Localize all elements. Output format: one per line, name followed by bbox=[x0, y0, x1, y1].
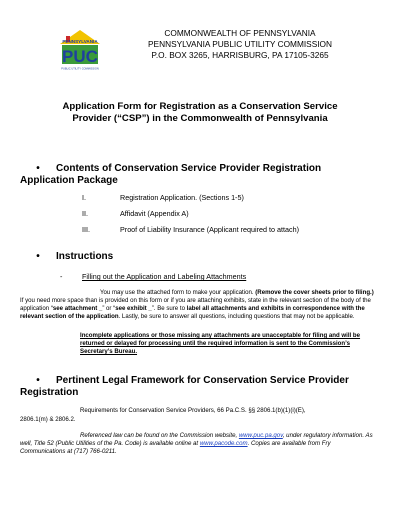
pacode-website-link[interactable]: www.pacode.com bbox=[199, 440, 248, 447]
subheading-text: Filling out the Application and Labeling Attachments bbox=[82, 272, 247, 281]
bullet: • bbox=[36, 163, 40, 174]
logo-letters: PUC bbox=[62, 47, 98, 66]
puc-website-link[interactable]: www.puc.pa.gov bbox=[238, 432, 283, 439]
logo-top-text: PENNSYLVANIA bbox=[62, 39, 98, 44]
subheading-filling-out bbox=[60, 272, 380, 281]
bullet: • bbox=[36, 375, 40, 386]
section-instructions-heading bbox=[20, 251, 380, 263]
requirements-line-1: Requirements for Conservation Service Providers, 66 Pa.C.S. §§ 2806.1(b)(1)(i)(E), bbox=[80, 407, 306, 414]
section-contents-heading-line-1: Contents of Conservation Service Provider Registration bbox=[56, 163, 322, 174]
document-title-line-2: Provider (“CSP”) in the Commonwealth of Pennsylvania bbox=[72, 113, 328, 124]
list-item-text: Registration Application. (Sections 1-5) bbox=[120, 193, 244, 202]
section-legal-heading-line-1: Pertinent Legal Framework for Conservation Service Provider bbox=[56, 375, 349, 386]
list-item-number: III. bbox=[82, 225, 90, 234]
section-legal-framework-heading bbox=[20, 375, 380, 387]
list-item bbox=[82, 225, 382, 234]
section-instructions-heading-text: Instructions bbox=[56, 251, 114, 262]
bullet: • bbox=[36, 251, 40, 262]
section-legal-heading-line-2: Registration bbox=[20, 387, 79, 398]
section-contents-heading bbox=[20, 163, 380, 175]
warning-notice: Incomplete applications or those missing any attachments are unacceptable for filing and will be returned or delayed for processing until the required information is sent to the Commission’s Secretary’s Bureau. bbox=[80, 332, 361, 355]
header-line-1: COMMONWEALTH OF PENNSYLVANIA bbox=[164, 28, 316, 38]
list-item-number: II. bbox=[82, 209, 88, 218]
list-item bbox=[82, 209, 382, 218]
dash-bullet: - bbox=[60, 272, 63, 281]
document-title-line-1: Application Form for Registration as a Conservation Service bbox=[62, 101, 338, 112]
list-item bbox=[82, 193, 382, 202]
instructions-paragraph: You may use the attached form to make your application. (Remove the cover sheets prior to filing.) If you need more space than is provided on this form or if you are attaching exhibits, state in the relevant section of the body of the application “see attachment _” or “see exhibit _”. Be sure to label all attachments and exhibits in correspondence with the relevant section of the application. Lastly, be sure to answer all questions, including questions that may not be applicable. bbox=[20, 289, 374, 320]
reference-paragraph: Referenced law can be found on the Commission website, www.puc.pa.gov, under regulatory information. As well, Title 52 (Public Utilities of the Pa. Code) is available online at www.pacode.com. Copies are available from Fry Communications at (717) 766-0211. bbox=[20, 432, 373, 455]
list-item-number: I. bbox=[82, 193, 86, 202]
header-line-2: PENNSYLVANIA PUBLIC UTILITY COMMISSION bbox=[148, 39, 332, 49]
list-item-text: Proof of Liability Insurance (Applicant required to attach) bbox=[120, 225, 299, 234]
section-contents-heading-line-2: Application Package bbox=[20, 175, 118, 186]
logo-bottom-text: PUBLIC UTILITY COMMISSION bbox=[61, 67, 99, 71]
puc-logo bbox=[56, 28, 104, 72]
header-line-3: P.O. BOX 3265, HARRISBURG, PA 17105-3265 bbox=[151, 50, 329, 60]
list-item-text: Affidavit (Appendix A) bbox=[120, 209, 189, 218]
requirements-line-2: 2806.1(m) & 2806.2. bbox=[20, 416, 76, 423]
